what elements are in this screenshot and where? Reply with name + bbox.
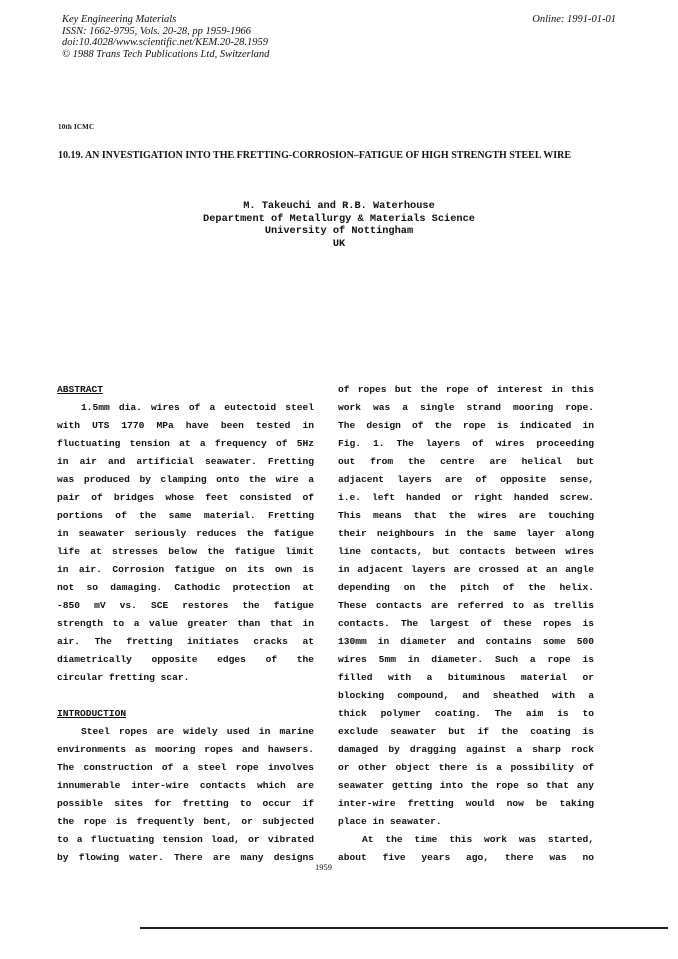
abstract-line: -850 mV vs. SCE restores the fatigue — [57, 600, 314, 611]
body-line: out from the centre are helical but — [338, 456, 594, 467]
intro-line: innumerable inter-wire contacts which are — [57, 780, 314, 791]
body-line: wires 5mm in diameter. Such a rope is — [338, 654, 594, 665]
body-line: The design of the rope is indicated in — [338, 420, 594, 431]
bottom-rule — [140, 927, 668, 929]
intro-line: environments as mooring ropes and hawsers. — [57, 744, 314, 755]
abstract-line: in air and artificial seawater. Fretting — [57, 456, 314, 467]
journal-name: Key Engineering Materials — [62, 14, 177, 25]
body-line: 130mm in diameter and contains some 500 — [338, 636, 594, 647]
abstract-line: not so damaging. Cathodic protection at — [57, 582, 314, 593]
intro-line: the rope is frequently bent, or subjected — [57, 816, 314, 827]
abstract-line: fluctuating tension at a frequency of 5Hz — [57, 438, 314, 449]
paragraph-gap — [57, 687, 314, 705]
abstract-line: pair of bridges whose feet consisted of — [57, 492, 314, 503]
body-line: work was a single strand mooring rope. — [338, 402, 594, 413]
body-line: place in seawater. — [338, 816, 442, 827]
paper-title: 10.19. AN INVESTIGATION INTO THE FRETTING-CORROSION–FATIGUE OF HIGH STRENGTH STEEL WIRE — [58, 150, 572, 161]
author-department: Department of Metallurgy & Materials Science — [203, 212, 475, 225]
author-country: UK — [332, 237, 346, 250]
author-names: M. Takeuchi and R.B. Waterhouse — [243, 200, 435, 212]
abstract-heading: ABSTRACT — [57, 384, 104, 395]
intro-line: Steel ropes are widely used in marine — [81, 726, 314, 737]
abstract-line: was produced by clamping onto the wire a — [57, 474, 314, 485]
body-line: damaged by dragging against a sharp rock — [338, 744, 594, 755]
body-line: their neighbours in the same layer along — [338, 528, 594, 539]
body-line: At the time this work was started, — [362, 834, 594, 845]
body-line: of ropes but the rope of interest in this — [338, 384, 594, 395]
abstract-line: in seawater seriously reduces the fatigue — [57, 528, 314, 539]
body-line: filled with a bituminous material or — [338, 672, 594, 683]
copyright-line: © 1988 Trans Tech Publications Ltd, Switzerland — [62, 48, 270, 60]
body-line: contacts. The largest of these ropes is — [338, 618, 594, 629]
right-column — [338, 381, 594, 867]
left-column — [57, 381, 314, 867]
abstract-line: in air. Corrosion fatigue on its own is — [57, 564, 314, 575]
body-line: seawater getting into the rope so that any — [338, 780, 594, 791]
abstract-line: life at stresses below the fatigue limit — [57, 546, 314, 557]
page-number: 1959 — [315, 862, 332, 872]
abstract-line: air. The fretting initiates cracks at — [57, 636, 314, 647]
author-university: University of Nottingham — [264, 225, 414, 237]
issn-line: ISSN: 1662-9795, Vols. 20-28, pp 1959-1966 — [62, 25, 251, 37]
body-line: These contacts are referred to as trellis — [338, 600, 594, 611]
body-line: line contacts, but contacts between wires — [338, 546, 594, 557]
intro-line: to a fluctuating tension load, or vibrated — [57, 834, 314, 845]
conference-label: 10th ICMC — [58, 123, 95, 131]
intro-line: The construction of a steel rope involves — [57, 762, 314, 773]
abstract-line: with UTS 1770 MPa have been tested in — [57, 420, 314, 431]
intro-line: by flowing water. There are many designs — [57, 852, 314, 863]
body-line: exclude seawater but if the coating is — [338, 726, 594, 737]
abstract-line: circular fretting scar. — [57, 672, 190, 683]
introduction-heading: INTRODUCTION — [57, 708, 127, 719]
online-date: Online: 1991-01-01 — [532, 14, 616, 25]
abstract-line: diametrically opposite edges of the — [57, 654, 314, 665]
body-line: inter-wire fretting would now be taking — [338, 798, 594, 809]
doi-line: doi:10.4028/www.scientific.net/KEM.20-28.1959 — [62, 37, 268, 49]
body-line: This means that the wires are touching — [338, 510, 594, 521]
body-line: depending on the pitch of the helix. — [338, 582, 594, 593]
author-block — [0, 200, 678, 250]
body-line: i.e. left handed or right handed screw. — [338, 492, 594, 503]
body-line: about five years ago, there was no — [338, 852, 594, 863]
body-line: thick polymer coating. The aim is to — [338, 708, 594, 719]
abstract-line: portions of the same material. Fretting — [57, 510, 314, 521]
body-line: blocking compound, and sheathed with a — [338, 690, 594, 701]
body-line: in adjacent layers are crossed at an angle — [338, 564, 594, 575]
body-line: Fig. 1. The layers of wires proceeding — [338, 438, 594, 449]
abstract-line: 1.5mm dia. wires of a eutectoid steel — [81, 402, 314, 413]
abstract-line: strength to a value greater than that in — [57, 618, 314, 629]
citation-block — [62, 14, 269, 60]
body-line: adjacent layers are of opposite sense, — [338, 474, 594, 485]
intro-line: possible sites for fretting to occur if — [57, 798, 314, 809]
body-line: or other object there is a possibility of — [338, 762, 594, 773]
